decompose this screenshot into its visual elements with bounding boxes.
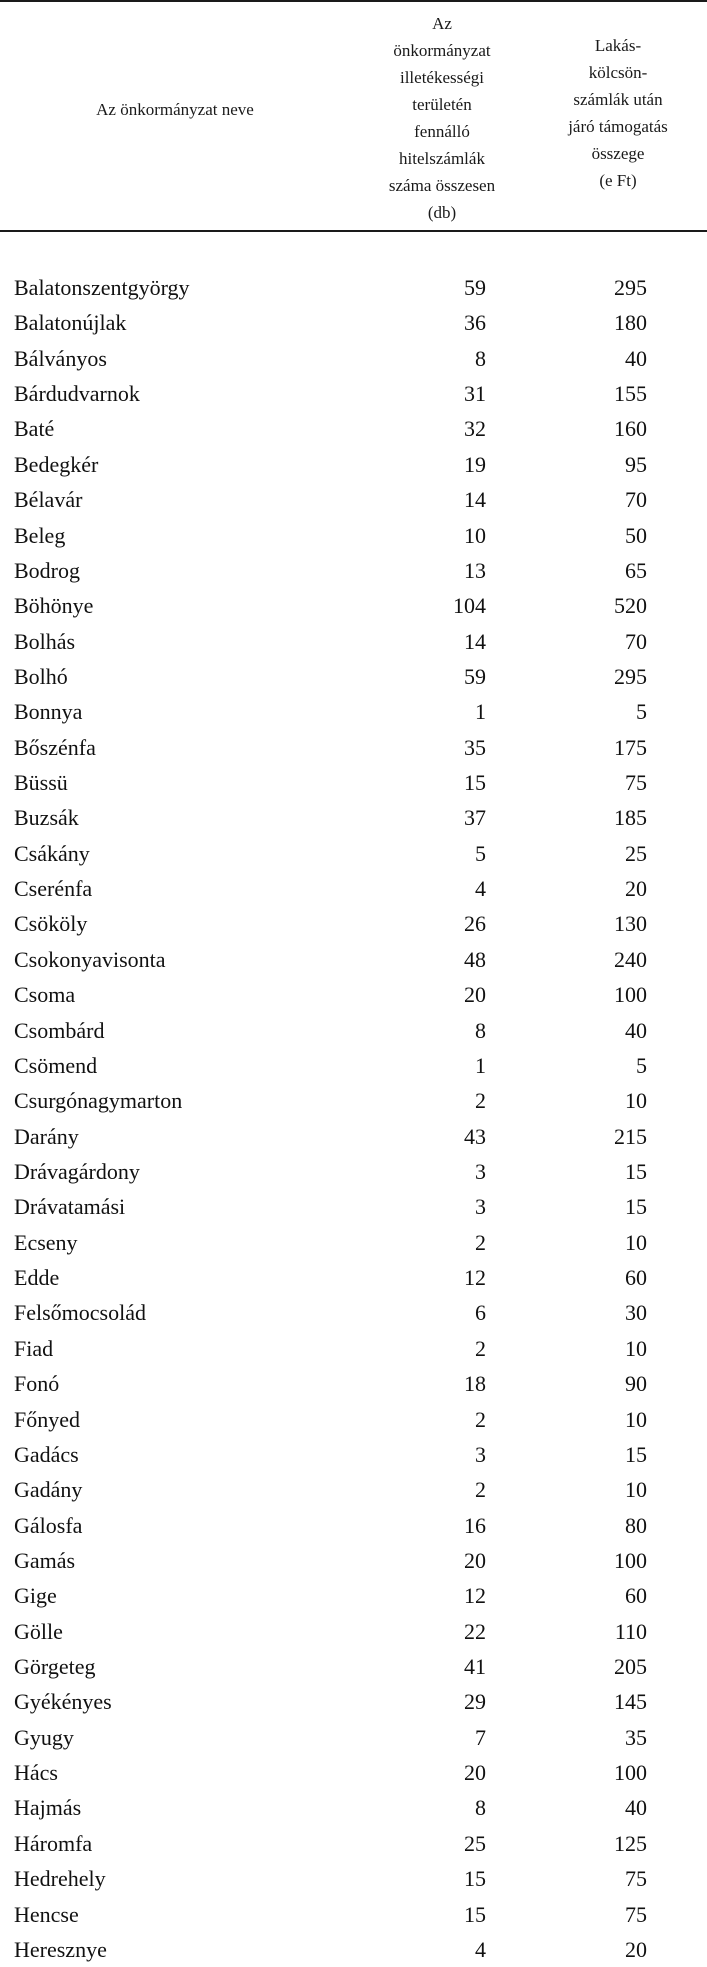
subsidy-amount: 40: [625, 1795, 647, 1821]
subsidy-amount: 5: [636, 1052, 647, 1078]
table-row: [0, 765, 707, 800]
subsidy-amount: 175: [614, 734, 647, 760]
municipality-name: Büssü: [14, 770, 68, 796]
account-count: 2: [475, 1477, 486, 1503]
account-count: 14: [464, 487, 486, 513]
account-count: 13: [464, 557, 486, 583]
municipality-name: Hajmás: [14, 1795, 82, 1821]
table-row: [0, 624, 707, 659]
municipality-name: Csombárd: [14, 1017, 105, 1043]
municipality-name: Darány: [14, 1123, 79, 1149]
account-count: 8: [475, 345, 486, 371]
subsidy-amount: 185: [614, 805, 647, 831]
account-count: 16: [464, 1512, 486, 1538]
table-row: [0, 1826, 707, 1861]
account-count: 36: [464, 310, 486, 336]
municipality-name: Baté: [14, 416, 55, 442]
account-count: 3: [475, 1194, 486, 1220]
municipality-name: Fiad: [14, 1335, 54, 1361]
account-count: 18: [464, 1371, 486, 1397]
top-rule: [0, 0, 707, 2]
subsidy-amount: 70: [625, 628, 647, 654]
account-count: 4: [475, 876, 486, 902]
account-count: 15: [464, 1866, 486, 1892]
subsidy-amount: 60: [625, 1583, 647, 1609]
subsidy-amount: 40: [625, 1017, 647, 1043]
header-amount-column: [538, 32, 698, 194]
subsidy-amount: 75: [625, 1901, 647, 1927]
table-row: [0, 341, 707, 376]
table-row: [0, 800, 707, 835]
account-count: 20: [464, 1760, 486, 1786]
subsidy-amount: 520: [614, 593, 647, 619]
table-row: [0, 588, 707, 623]
account-count: 41: [464, 1654, 486, 1680]
table-row: [0, 1755, 707, 1790]
municipality-name: Csurgónagymarton: [14, 1088, 183, 1114]
municipality-name: Böhönye: [14, 593, 94, 619]
account-count: 2: [475, 1335, 486, 1361]
account-count: 2: [475, 1229, 486, 1255]
table-row: [0, 906, 707, 941]
municipality-name: Cserénfa: [14, 876, 93, 902]
account-count: 20: [464, 982, 486, 1008]
subsidy-amount: 145: [614, 1689, 647, 1715]
municipality-name: Csokonyavisonta: [14, 946, 166, 972]
table-row: [0, 1083, 707, 1118]
account-count: 104: [453, 593, 486, 619]
account-count: 19: [464, 451, 486, 477]
municipality-name: Gadány: [14, 1477, 83, 1503]
subsidy-amount: 10: [625, 1229, 647, 1255]
table-row: [0, 836, 707, 871]
table-row: [0, 1013, 707, 1048]
subsidy-amount: 60: [625, 1265, 647, 1291]
municipality-name: Bőszénfa: [14, 734, 96, 760]
subsidy-amount: 15: [625, 1441, 647, 1467]
table-row: [0, 1649, 707, 1684]
table-row: [0, 1790, 707, 1825]
subsidy-amount: 100: [614, 982, 647, 1008]
account-count: 7: [475, 1724, 486, 1750]
account-count: 26: [464, 911, 486, 937]
table-row: [0, 730, 707, 765]
municipality-name: Bárdudvarnok: [14, 381, 140, 407]
header-name-label: Az önkormányzat neve: [96, 100, 254, 119]
table-row: [0, 1154, 707, 1189]
subsidy-amount: 130: [614, 911, 647, 937]
municipality-name: Csákány: [14, 840, 90, 866]
table-row: [0, 518, 707, 553]
header-amount-line: járó támogatás: [568, 117, 668, 136]
account-count: 12: [464, 1265, 486, 1291]
table-row: [0, 1472, 707, 1507]
table-row: [0, 1366, 707, 1401]
account-count: 35: [464, 734, 486, 760]
subsidy-amount: 240: [614, 946, 647, 972]
account-count: 8: [475, 1795, 486, 1821]
subsidy-amount: 110: [614, 1618, 647, 1644]
subsidy-amount: 75: [625, 1866, 647, 1892]
table-row: [0, 447, 707, 482]
subsidy-amount: 90: [625, 1371, 647, 1397]
header-count-line: Az: [432, 14, 452, 33]
account-count: 3: [475, 1441, 486, 1467]
subsidy-amount: 30: [625, 1300, 647, 1326]
table-body: [0, 270, 707, 1967]
account-count: 15: [464, 1901, 486, 1927]
subsidy-amount: 155: [614, 381, 647, 407]
table-row: [0, 871, 707, 906]
municipality-name: Bolhó: [14, 663, 68, 689]
municipality-name: Gamás: [14, 1547, 76, 1573]
account-count: 37: [464, 805, 486, 831]
table-row: [0, 1578, 707, 1613]
account-count: 1: [475, 699, 486, 725]
table-row: [0, 1295, 707, 1330]
municipality-name: Gadács: [14, 1441, 79, 1467]
header-count-line: fennálló: [414, 122, 470, 141]
table-row: [0, 1720, 707, 1755]
header-amount-line: kölcsön-: [588, 63, 648, 82]
header-count-line: illetékességi: [399, 68, 485, 87]
table-row: [0, 482, 707, 517]
municipality-name: Edde: [14, 1265, 60, 1291]
municipality-name: Bálványos: [14, 345, 107, 371]
account-count: 4: [475, 1936, 486, 1962]
table-row: [0, 411, 707, 446]
table-row: [0, 305, 707, 340]
account-count: 59: [464, 275, 486, 300]
table-row: [0, 376, 707, 411]
header-amount-line: számlák után: [573, 90, 663, 109]
subsidy-amount: 70: [625, 487, 647, 513]
municipality-name: Gyékényes: [14, 1689, 112, 1715]
subsidy-amount: 10: [625, 1477, 647, 1503]
subsidy-amount: 75: [625, 770, 647, 796]
account-count: 15: [464, 770, 486, 796]
table-row: [0, 1508, 707, 1543]
header-count-line: száma összesen: [388, 176, 496, 195]
municipality-name: Gyugy: [14, 1724, 74, 1750]
subsidy-amount: 25: [625, 840, 647, 866]
header-separator-rule: [0, 230, 707, 232]
subsidy-amount: 100: [614, 1547, 647, 1573]
subsidy-amount: 20: [625, 876, 647, 902]
account-count: 25: [464, 1830, 486, 1856]
municipality-name: Bélavár: [14, 487, 83, 513]
subsidy-amount: 125: [614, 1830, 647, 1856]
municipality-name: Ecseny: [14, 1229, 78, 1255]
table-row: [0, 1189, 707, 1224]
subsidy-amount: 50: [625, 522, 647, 548]
subsidy-amount: 10: [625, 1406, 647, 1432]
table-row: [0, 1897, 707, 1932]
municipality-name: Gölle: [14, 1618, 63, 1644]
table-row: [0, 977, 707, 1012]
subsidy-amount: 5: [636, 699, 647, 725]
account-count: 31: [464, 381, 486, 407]
municipality-name: Hács: [14, 1760, 58, 1786]
subsidy-amount: 40: [625, 345, 647, 371]
subsidy-amount: 15: [625, 1194, 647, 1220]
municipality-name: Felsőmocsolád: [14, 1300, 146, 1326]
table-row: [0, 694, 707, 729]
table-row: [0, 1437, 707, 1472]
account-count: 6: [475, 1300, 486, 1326]
account-count: 43: [464, 1123, 486, 1149]
municipality-name: Főnyed: [14, 1406, 80, 1432]
municipality-name: Drávatamási: [14, 1194, 126, 1220]
municipality-name: Bodrog: [14, 557, 80, 583]
header-count-line: önkormányzat: [393, 41, 491, 60]
account-count: 48: [464, 946, 486, 972]
subsidy-amount: 20: [625, 1936, 647, 1962]
subsidy-amount: 65: [625, 557, 647, 583]
municipality-name: Heresznye: [14, 1936, 107, 1962]
account-count: 2: [475, 1088, 486, 1114]
account-count: 1: [475, 1052, 486, 1078]
subsidy-amount: 180: [614, 310, 647, 336]
municipality-name: Görgeteg: [14, 1654, 96, 1680]
subsidy-amount: 295: [614, 663, 647, 689]
account-count: 29: [464, 1689, 486, 1715]
subsidy-amount: 95: [625, 451, 647, 477]
municipality-name: Csoma: [14, 982, 76, 1008]
municipality-name: Buzsák: [14, 805, 79, 831]
table-row: [0, 1225, 707, 1260]
table-row: [0, 1119, 707, 1154]
account-count: 20: [464, 1547, 486, 1573]
municipality-name: Hedrehely: [14, 1866, 106, 1892]
subsidy-amount: 160: [614, 416, 647, 442]
municipality-name: Beleg: [14, 522, 66, 548]
table-row: [0, 553, 707, 588]
table-row: [0, 270, 707, 305]
table-row: [0, 1048, 707, 1083]
table-row: [0, 1331, 707, 1366]
table-row: [0, 1402, 707, 1437]
table-row: [0, 1861, 707, 1896]
table-row: [0, 1932, 707, 1967]
header-count-column: [352, 10, 532, 226]
subsidy-amount: 80: [625, 1512, 647, 1538]
municipality-name: Drávagárdony: [14, 1158, 140, 1184]
header-name-column: [20, 96, 330, 123]
subsidy-amount: 215: [614, 1123, 647, 1149]
table-row: [0, 1543, 707, 1578]
account-count: 59: [464, 663, 486, 689]
subsidy-amount: 10: [625, 1335, 647, 1361]
table-row: [0, 659, 707, 694]
header-count-line: hitelszámlák: [399, 149, 485, 168]
municipality-name: Balatonszentgyörgy: [14, 275, 190, 300]
account-count: 22: [464, 1618, 486, 1644]
table-row: [0, 1684, 707, 1719]
account-count: 2: [475, 1406, 486, 1432]
header-amount-line: összege: [591, 144, 645, 163]
municipality-name: Bedegkér: [14, 451, 99, 477]
table-row: [0, 1614, 707, 1649]
account-count: 32: [464, 416, 486, 442]
table-row: [0, 1260, 707, 1295]
subsidy-amount: 10: [625, 1088, 647, 1114]
header-count-line: (db): [427, 203, 457, 222]
account-count: 3: [475, 1158, 486, 1184]
table-row: [0, 942, 707, 977]
municipality-name: Balatonújlak: [14, 310, 127, 336]
municipality-name: Fonó: [14, 1371, 60, 1397]
account-count: 10: [464, 522, 486, 548]
municipality-name: Gige: [14, 1583, 57, 1609]
municipality-name: Bolhás: [14, 628, 76, 654]
account-count: 5: [475, 840, 486, 866]
account-count: 8: [475, 1017, 486, 1043]
header-amount-line: (e Ft): [599, 171, 637, 190]
municipality-name: Gálosfa: [14, 1512, 83, 1538]
header-count-line: területén: [412, 95, 472, 114]
municipality-name: Hencse: [14, 1901, 79, 1927]
account-count: 12: [464, 1583, 486, 1609]
subsidy-amount: 15: [625, 1158, 647, 1184]
municipality-name: Csömend: [14, 1052, 98, 1078]
subsidy-amount: 35: [625, 1724, 647, 1750]
account-count: 14: [464, 628, 486, 654]
municipality-name: Bonnya: [14, 699, 83, 725]
subsidy-amount: 205: [614, 1654, 647, 1680]
header-amount-line: Lakás-: [594, 36, 642, 55]
subsidy-amount: 295: [614, 275, 647, 300]
subsidy-amount: 100: [614, 1760, 647, 1786]
municipality-name: Csököly: [14, 911, 88, 937]
municipality-name: Háromfa: [14, 1830, 93, 1856]
